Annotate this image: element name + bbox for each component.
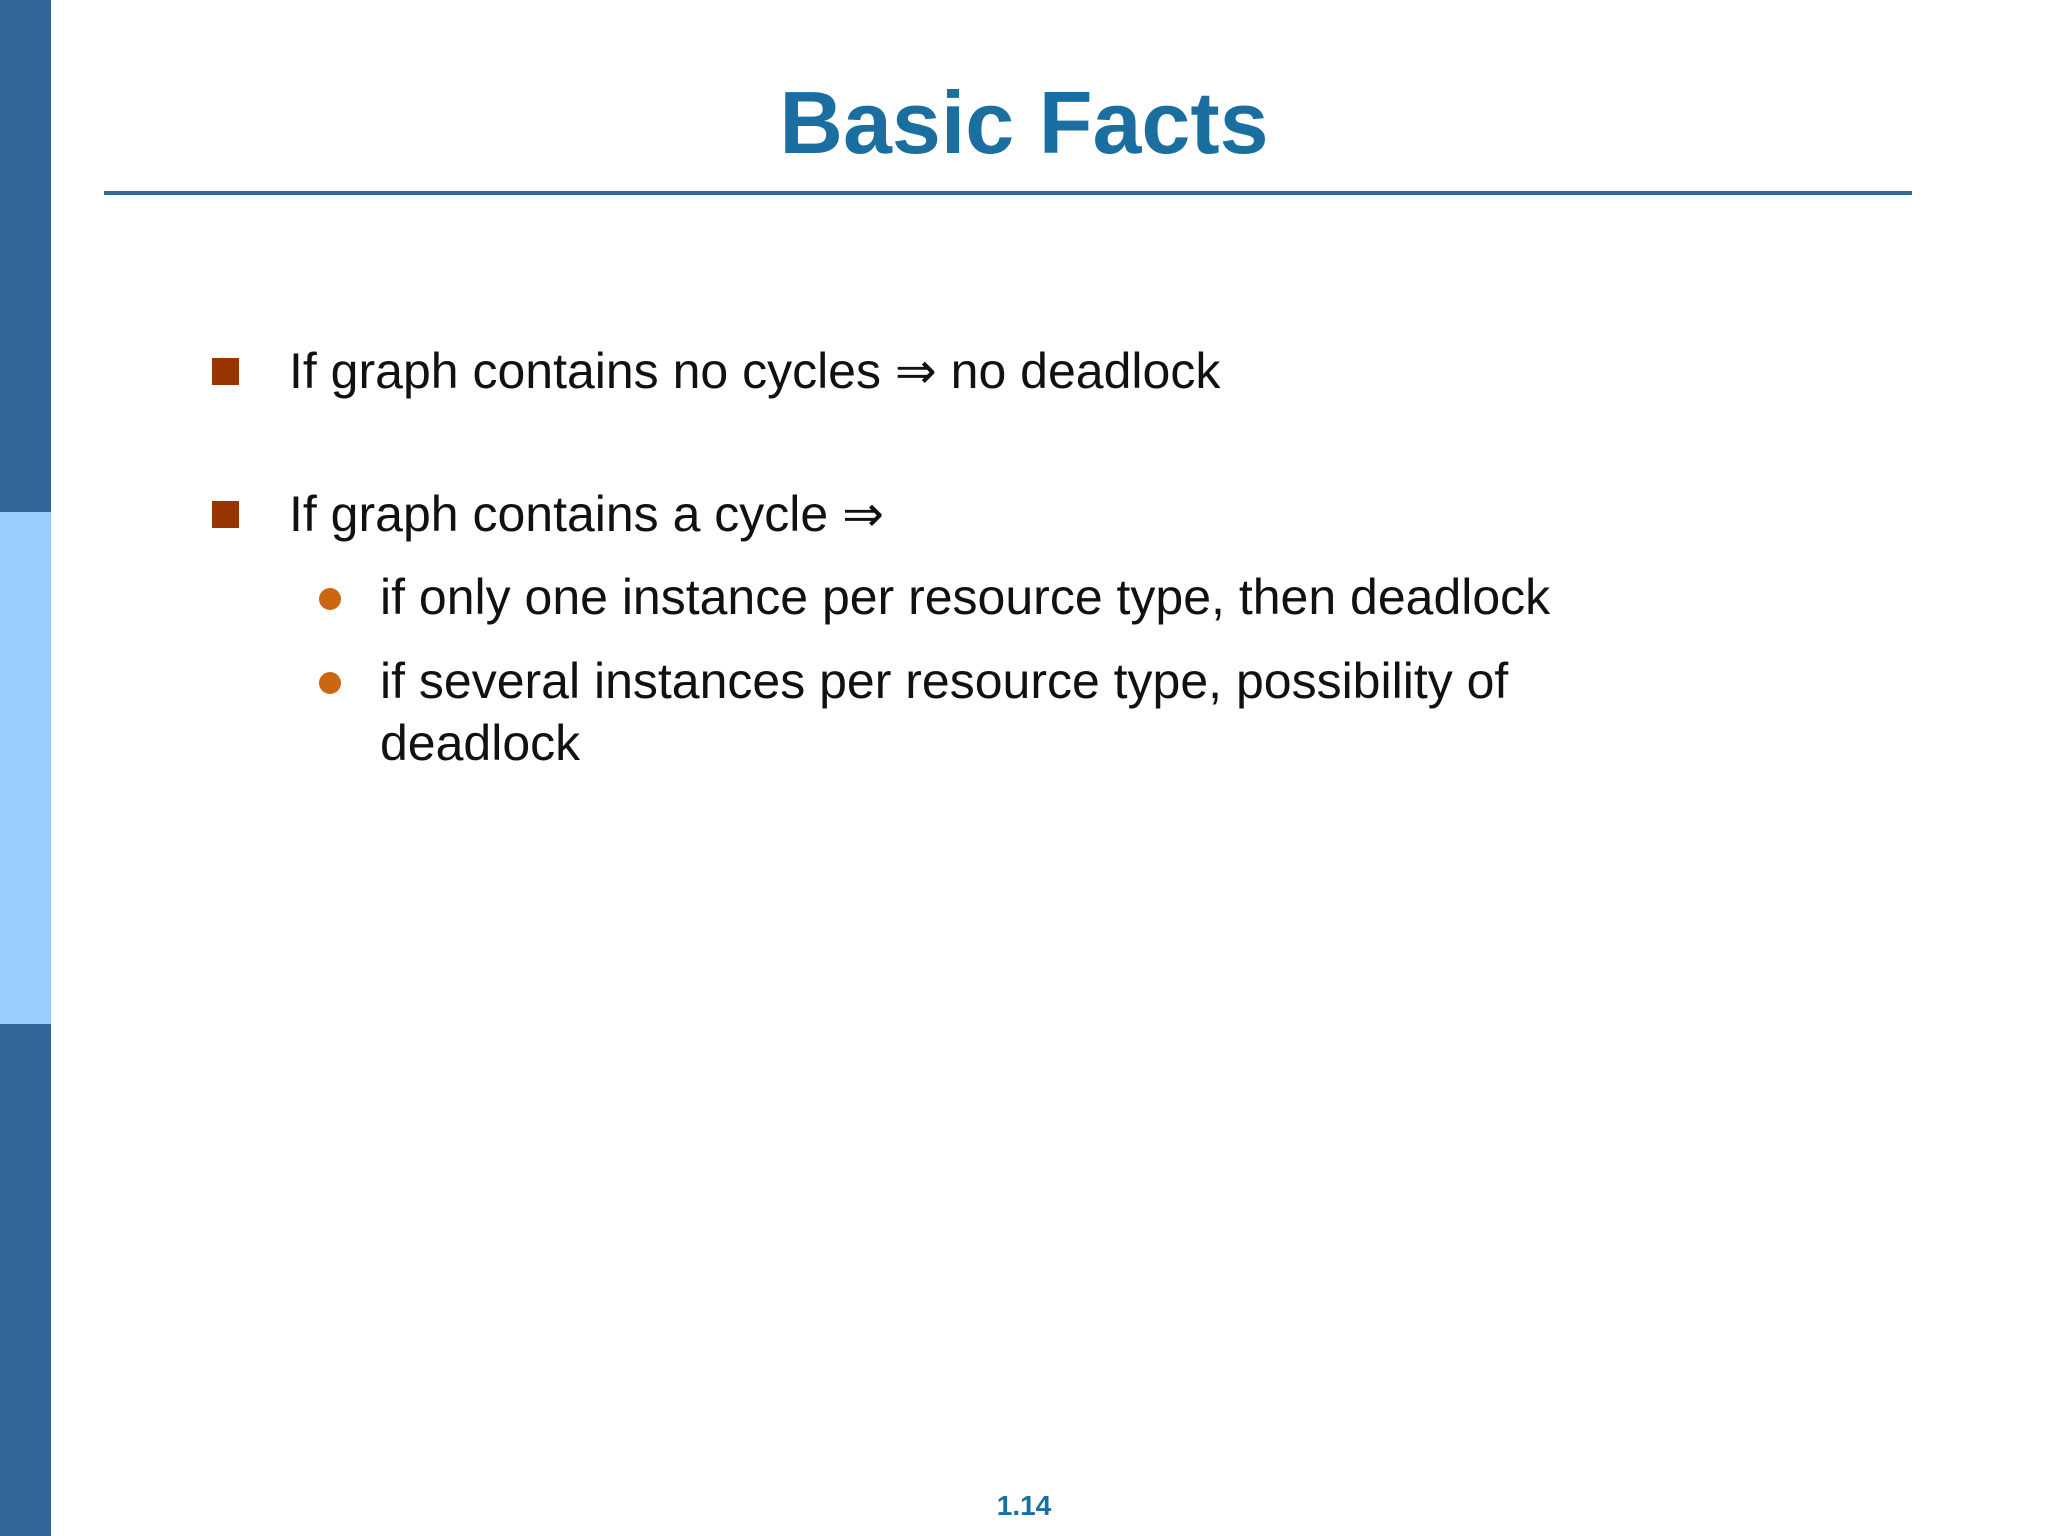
sub-bullet-text: if only one instance per resource type, then deadlock bbox=[380, 569, 1551, 625]
square-bullet-icon bbox=[212, 501, 239, 528]
slide-title: Basic Facts bbox=[779, 73, 1269, 172]
square-bullet-icon bbox=[212, 358, 239, 385]
accent-bar-top-segment bbox=[0, 0, 51, 512]
title-divider bbox=[104, 191, 1912, 195]
accent-bar-middle-segment bbox=[0, 512, 51, 1024]
round-bullet-icon bbox=[319, 672, 341, 694]
sub-bullet-text: if several instances per resource type, possibility of deadlock bbox=[380, 653, 1509, 771]
bullet-text: If graph contains a cycle ⇒ bbox=[289, 486, 884, 542]
round-bullet-icon bbox=[319, 588, 341, 610]
accent-bar-bottom-segment bbox=[0, 1024, 51, 1536]
bullet-text: If graph contains no cycles ⇒ no deadlock bbox=[289, 343, 1221, 399]
left-accent-bar bbox=[0, 0, 51, 1536]
slide-number: 1.14 bbox=[996, 1490, 1052, 1521]
